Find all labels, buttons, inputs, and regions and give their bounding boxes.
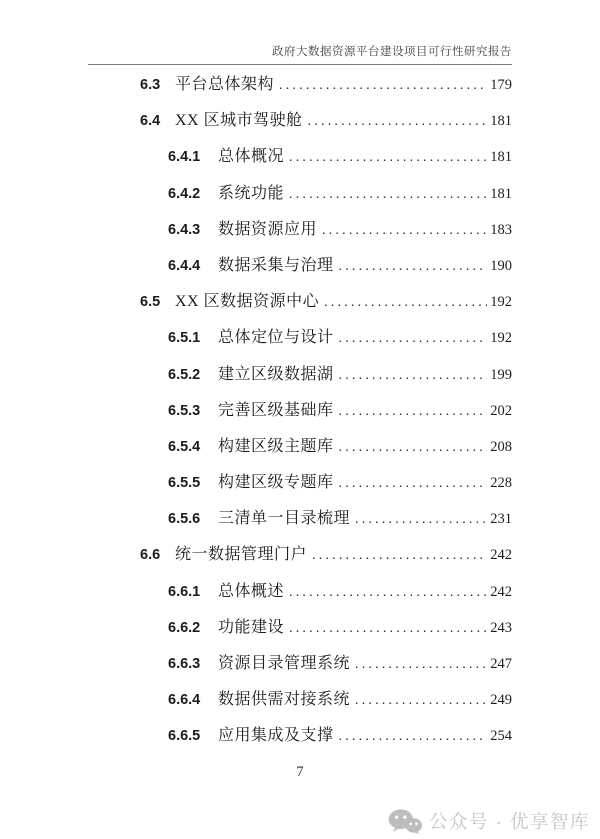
toc-entry <box>140 646 512 682</box>
header-rule <box>88 64 512 65</box>
dot-leader <box>339 358 488 394</box>
toc-entry-number: 6.5.5 <box>168 475 201 492</box>
toc-entry-number: 6.5.6 <box>168 511 201 528</box>
toc-entry-number: 6.4.3 <box>168 221 201 238</box>
dot-leader <box>322 213 487 249</box>
dot-leader <box>289 140 487 176</box>
toc-entry-title: 统一数据管理门户 <box>175 546 308 564</box>
toc-entry-title: 资源目录管理系统 <box>218 655 351 672</box>
toc-entry-title: 构建区级专题库 <box>218 474 334 492</box>
toc-entry-page: 181 <box>490 113 512 130</box>
toc-entry-title: 总体定位与设计 <box>218 329 334 347</box>
toc-entry-page: 228 <box>490 475 512 492</box>
watermark <box>388 808 590 834</box>
toc-entry <box>140 103 512 139</box>
toc-entry-number: 6.6.3 <box>168 656 201 672</box>
dot-leader <box>355 502 487 538</box>
toc-entry-number: 6.6.5 <box>168 728 201 745</box>
page-number: 7 <box>296 764 304 780</box>
toc-entry-number: 6.5 <box>140 294 161 311</box>
toc-entry-page: 199 <box>490 366 512 383</box>
toc-list <box>140 67 512 755</box>
toc-entry-number: 6.6.1 <box>168 583 201 600</box>
dot-leader <box>279 68 487 104</box>
toc-entry-page: 254 <box>490 728 512 745</box>
toc-entry-title: 总体概况 <box>218 148 285 166</box>
toc-entry-title: XX 区城市驾驶舱 <box>175 112 303 130</box>
toc-entry-page: 192 <box>490 330 512 347</box>
toc-entry <box>140 176 512 212</box>
toc-entry-title: 数据供需对接系统 <box>218 691 351 709</box>
toc-entry-number: 6.4.4 <box>168 257 201 274</box>
dot-leader <box>308 104 488 140</box>
toc-entry-title: 功能建设 <box>218 618 285 636</box>
toc-entry <box>140 357 512 393</box>
toc-entry-title: 构建区级主题库 <box>218 437 334 455</box>
toc-entry-page: 192 <box>490 294 512 311</box>
dot-leader <box>339 249 488 285</box>
toc-entry-number: 6.4 <box>140 113 161 130</box>
dot-leader <box>355 647 487 683</box>
toc-entry-number: 6.5.2 <box>168 366 201 383</box>
toc-entry <box>140 429 512 465</box>
dot-leader <box>339 466 488 502</box>
toc-entry-page: 231 <box>490 511 512 528</box>
dot-leader <box>312 538 487 574</box>
toc-entry-page: 243 <box>490 619 512 636</box>
toc-entry <box>140 284 512 320</box>
running-header-title: 政府大数据资源平台建设项目可行性研究报告 <box>272 46 512 58</box>
toc-entry-title: XX 区数据资源中心 <box>175 293 320 311</box>
toc-entry-title: 数据资源应用 <box>218 220 318 238</box>
toc-entry <box>140 67 512 103</box>
dot-leader <box>324 285 487 321</box>
toc-entry-number: 6.6.2 <box>168 619 201 636</box>
dot-leader <box>355 683 487 719</box>
wechat-icon <box>388 809 422 834</box>
toc-entry-title: 建立区级数据湖 <box>218 365 334 383</box>
toc-entry-page: 249 <box>490 692 512 709</box>
toc-entry-title: 平台总体架构 <box>175 76 275 93</box>
toc-entry-title: 三清单一目录梳理 <box>218 510 351 528</box>
toc-entry-page: 181 <box>490 185 512 202</box>
toc-entry <box>140 574 512 610</box>
toc-entry-title: 应用集成及支撑 <box>218 727 334 745</box>
toc-entry-page: 242 <box>490 583 512 600</box>
toc-entry-page: 247 <box>490 656 512 672</box>
toc-entry <box>140 537 512 573</box>
dot-leader <box>289 177 487 213</box>
toc-entry <box>140 610 512 646</box>
toc-entry <box>140 139 512 175</box>
toc-entry-number: 6.4.2 <box>168 185 201 202</box>
toc-entry <box>140 718 512 754</box>
toc-entry-number: 6.6 <box>140 547 161 564</box>
toc-entry-number: 6.5.4 <box>168 438 201 455</box>
toc-entry <box>140 501 512 537</box>
dot-leader <box>289 575 487 611</box>
toc-entry-page: 202 <box>490 402 512 419</box>
toc-entry <box>140 393 512 429</box>
toc-entry <box>140 248 512 284</box>
toc-entry-number: 6.4.1 <box>168 149 201 166</box>
toc-entry-page: 190 <box>490 257 512 274</box>
toc-entry <box>140 320 512 356</box>
toc-entry-number: 6.5.1 <box>168 330 201 347</box>
toc-entry-number: 6.6.4 <box>168 692 201 709</box>
toc-entry-page: 242 <box>490 547 512 564</box>
toc-entry <box>140 682 512 718</box>
dot-leader <box>339 394 488 430</box>
toc-entry-page: 179 <box>490 77 512 93</box>
toc-entry-title: 系统功能 <box>218 184 285 202</box>
toc-entry-page: 181 <box>490 149 512 166</box>
toc-entry-title: 总体概述 <box>218 582 285 600</box>
toc-entry-page: 208 <box>490 438 512 455</box>
toc-entry-number: 6.3 <box>140 77 161 93</box>
toc-entry-title: 数据采集与治理 <box>218 256 334 274</box>
toc-entry-number: 6.5.3 <box>168 402 201 419</box>
toc-entry <box>140 465 512 501</box>
dot-leader <box>339 719 488 755</box>
dot-leader <box>339 430 488 466</box>
watermark-text: 公众号 · 优享智库 <box>429 811 590 832</box>
toc-entry <box>140 212 512 248</box>
toc-entry-page: 183 <box>490 221 512 238</box>
dot-leader <box>339 321 488 357</box>
dot-leader <box>289 611 487 647</box>
toc-entry-title: 完善区级基础库 <box>218 401 334 419</box>
